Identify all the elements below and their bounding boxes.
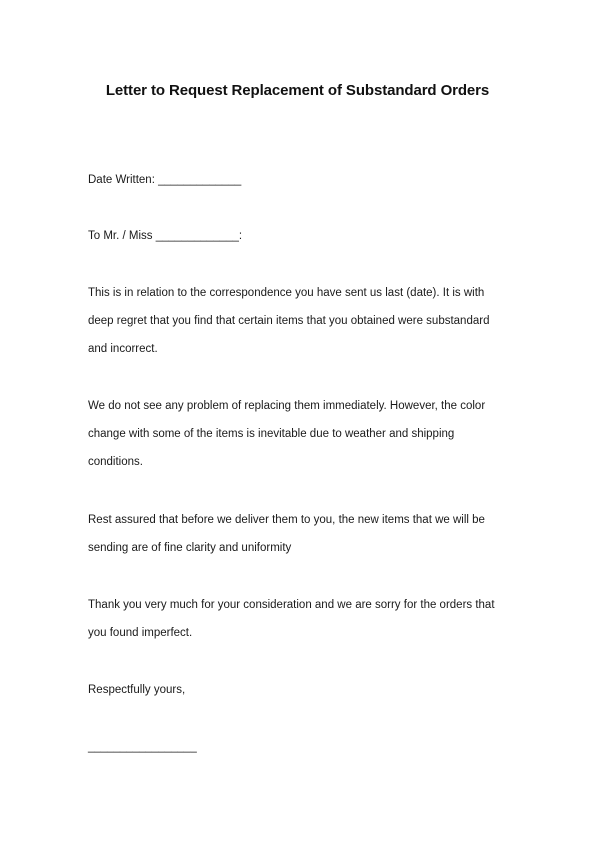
closing-line: Respectfully yours, (88, 684, 186, 696)
signature-line: _________________ (88, 741, 197, 753)
paragraph-line: conditions. (88, 456, 143, 468)
recipient-line: To Mr. / Miss _____________: (88, 230, 243, 242)
paragraph-line: and incorrect. (88, 343, 158, 355)
paragraph-line: Rest assured that before we deliver them to you, the new items that we will be (88, 514, 485, 526)
date-written-line: Date Written: _____________ (88, 174, 242, 186)
paragraph-replacement (88, 399, 518, 483)
paragraph-line: deep regret that you find that certain items that you obtained were substandard (88, 315, 490, 327)
paragraph-relation (88, 286, 518, 370)
paragraph-line: We do not see any problem of replacing them immediately. However, the color (88, 400, 486, 412)
paragraph-thanks (88, 598, 518, 654)
paragraph-line: sending are of fine clarity and uniformity (88, 542, 292, 554)
paragraph-line: Thank you very much for your consideration and we are sorry for the orders that (88, 599, 495, 611)
paragraph-line: you found imperfect. (88, 627, 193, 639)
paragraph-line: This is in relation to the correspondence you have sent us last (date). It is with (88, 287, 485, 299)
letter-title: Letter to Request Replacement of Substandard Orders (105, 82, 490, 99)
paragraph-assurance (88, 513, 518, 569)
paragraph-line: change with some of the items is inevitable due to weather and shipping (88, 428, 455, 440)
